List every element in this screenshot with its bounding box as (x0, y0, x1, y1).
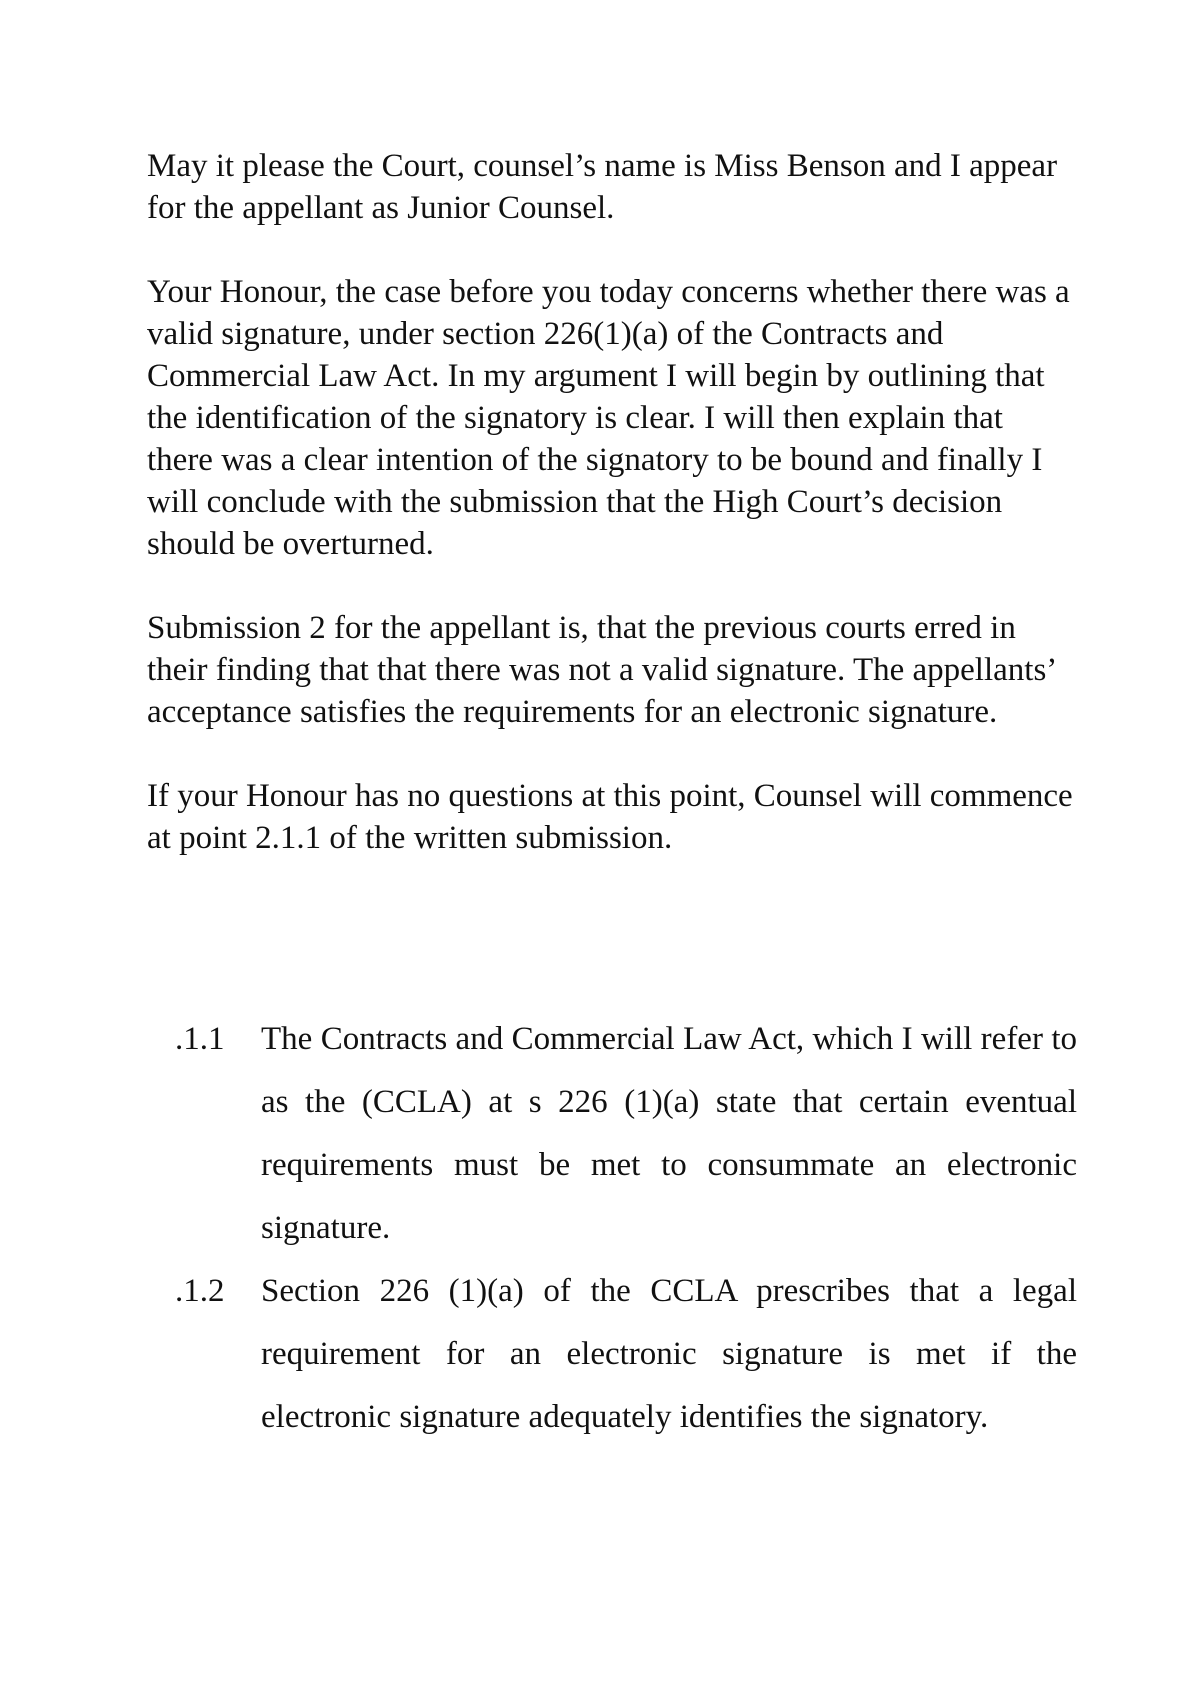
paragraph-case-overview: Your Honour, the case before you today concerns whether there was a valid signature, under section 226(1)(a) of the Contracts and Commercial Law Act. In my argument I will begin by outlining that the identification of the signatory is clear. I will then explain that there was a clear intention of the signatory to be bound and finally I will conclude with the submission that the High Court’s decision should be overturned. (147, 274, 1070, 562)
paragraph-transition: If your Honour has no questions at this point, Counsel will commence at point 2.1.1 of the written submission. (147, 778, 1073, 856)
item-number: .1.1 (175, 1021, 225, 1057)
numbered-item (147, 1008, 1077, 1260)
numbered-list (147, 1008, 1077, 1449)
item-text: Section 226 (1)(a) of the CCLA prescribes that a legal requirement for an electronic signature is met if the electronic signature adequately identifies the signatory. (261, 1273, 1077, 1435)
paragraph-submission: Submission 2 for the appellant is, that the previous courts erred in their finding that that there was not a valid signature. The appellants’ acceptance satisfies the requirements for an electronic signature. (147, 610, 1055, 730)
numbered-item (147, 1260, 1077, 1449)
document-body (147, 145, 1077, 859)
paragraph-introduction: May it please the Court, counsel’s name is Miss Benson and I appear for the appellant as Junior Counsel. (147, 148, 1058, 226)
item-text: The Contracts and Commercial Law Act, which I will refer to as the (CCLA) at s 226 (1)(a) state that certain eventual requirements must be met to consummate an electronic signature. (261, 1021, 1077, 1246)
item-number: .1.2 (175, 1273, 225, 1309)
